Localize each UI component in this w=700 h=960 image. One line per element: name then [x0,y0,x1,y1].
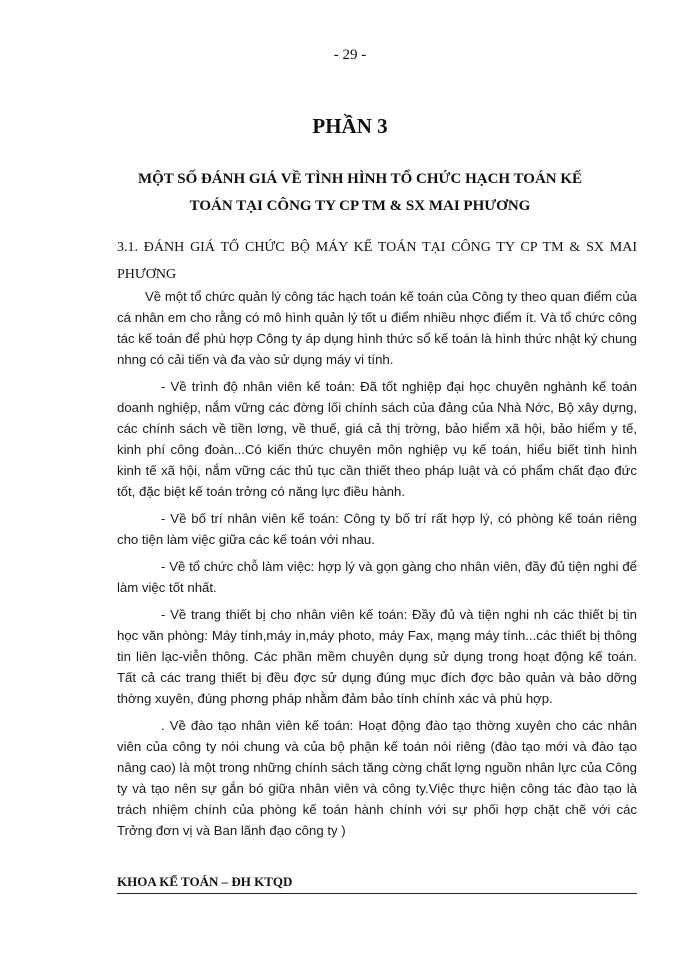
paragraph-staff-arrangement: - Về bố trí nhân viên kế toán: Công ty bố trí rất hợp lý, có phòng kế toán riêng cho tiện làm việc giữa các kế toán với nhau. [117,511,637,547]
paragraph-staff-qualification: - Về trình độ nhân viên kế toán: Đã tốt nghiệp đại học chuyên nghành kế toán doanh nghiệp, nắm vững các đờng lối chính sách của đảng của Nhà Nớc, Bộ xây dựng, các chính sách về tiền lơng, về thuế, giá cả thị trờng, bảo hiểm xã hội, bảo hiểm y tế, kinh phí công đoàn...Có kiến thức chuyên môn nghiệp vụ kế toán, hiểu biết tình hình kinh tế xã hội, nắm vững các thủ tục cần thiết theo pháp luật và có phẩm chất đạo đức tốt, đặc biệt kế toán trởng có năng lực điều hành. [117,379,637,499]
part-title: PHẦN 3 [312,114,388,138]
paragraph-equipment: - Về trang thiết bị cho nhân viên kế toán: Đầy đủ và tiện nghi nh các thiết bị tin học văn phòng: Máy tính,máy in,máy photo, máy Fax, mạng máy tính...các thiết bị thông tin liên lạc-viễn thông. Các phần mềm chuyên dụng sử dụng trong hoạt động kế toán. Tất cả các trang thiết bị đều đợc sử dụng đúng mục đích đợc bảo quản và bảo dỡng thờng xuyên, đúng phơng pháp nhằm đảm bảo tính chính xác và phù hợp. [117,607,637,706]
paragraph-workplace: - Về tổ chức chỗ làm việc: hợp lý và gọn gàng cho nhân viên, đầy đủ tiện nghi để làm việc tốt nhất. [117,559,637,595]
paragraph-training: . Về đào tạo nhân viên kế toán: Hoạt động đào tạo thờng xuyên cho các nhân viên của công ty nói chung và của bộ phận kế toán nói riêng (đào tạo mới và đào tạo nâng cao) là một trong những chính sách tăng cờng chất lợng nguồn nhân lực của Công ty và tạo nên sự gắn bó giữa nhân viên và công ty.Việc thực hiện công tác đào tạo là trách nhiệm chính của phòng kế toán hành chính với sự phối hợp chặt chẽ với các Trởng đơn vị và Ban lãnh đạo công ty ) [117,718,637,838]
section-heading: 3.1. ĐÁNH GIÁ TỔ CHỨC BỘ MÁY KẾ TOÁN TẠI CÔNG TY CP TM & SX MAI PHƯƠNG [117,240,637,282]
body-text [117,286,637,847]
chapter-title: MỘT SỐ ĐÁNH GIÁ VỀ TÌNH HÌNH TỔ CHỨC HẠCH TOÁN KẾ TOÁN TẠI CÔNG TY CP TM & SX MAI PHƯƠNG [137,171,583,214]
page-number: - 29 - [333,47,367,63]
page-footer: KHOA KẾ TOÁN – ĐH KTQD [117,874,637,894]
paragraph-overview: Về một tổ chức quản lý công tác hạch toán kế toán của Công ty theo quan điểm của cá nhân em cho rằng có mô hình quản lý tốt u điểm nhiều nhợc điểm ít. Và tổ chức công tác kế toán để phù hợp Công ty áp dụng hình thức sổ kế toán là hình thức nhật ký chung nhng có cải tiến và đa vào sử dụng máy vi tính. [117,289,637,367]
